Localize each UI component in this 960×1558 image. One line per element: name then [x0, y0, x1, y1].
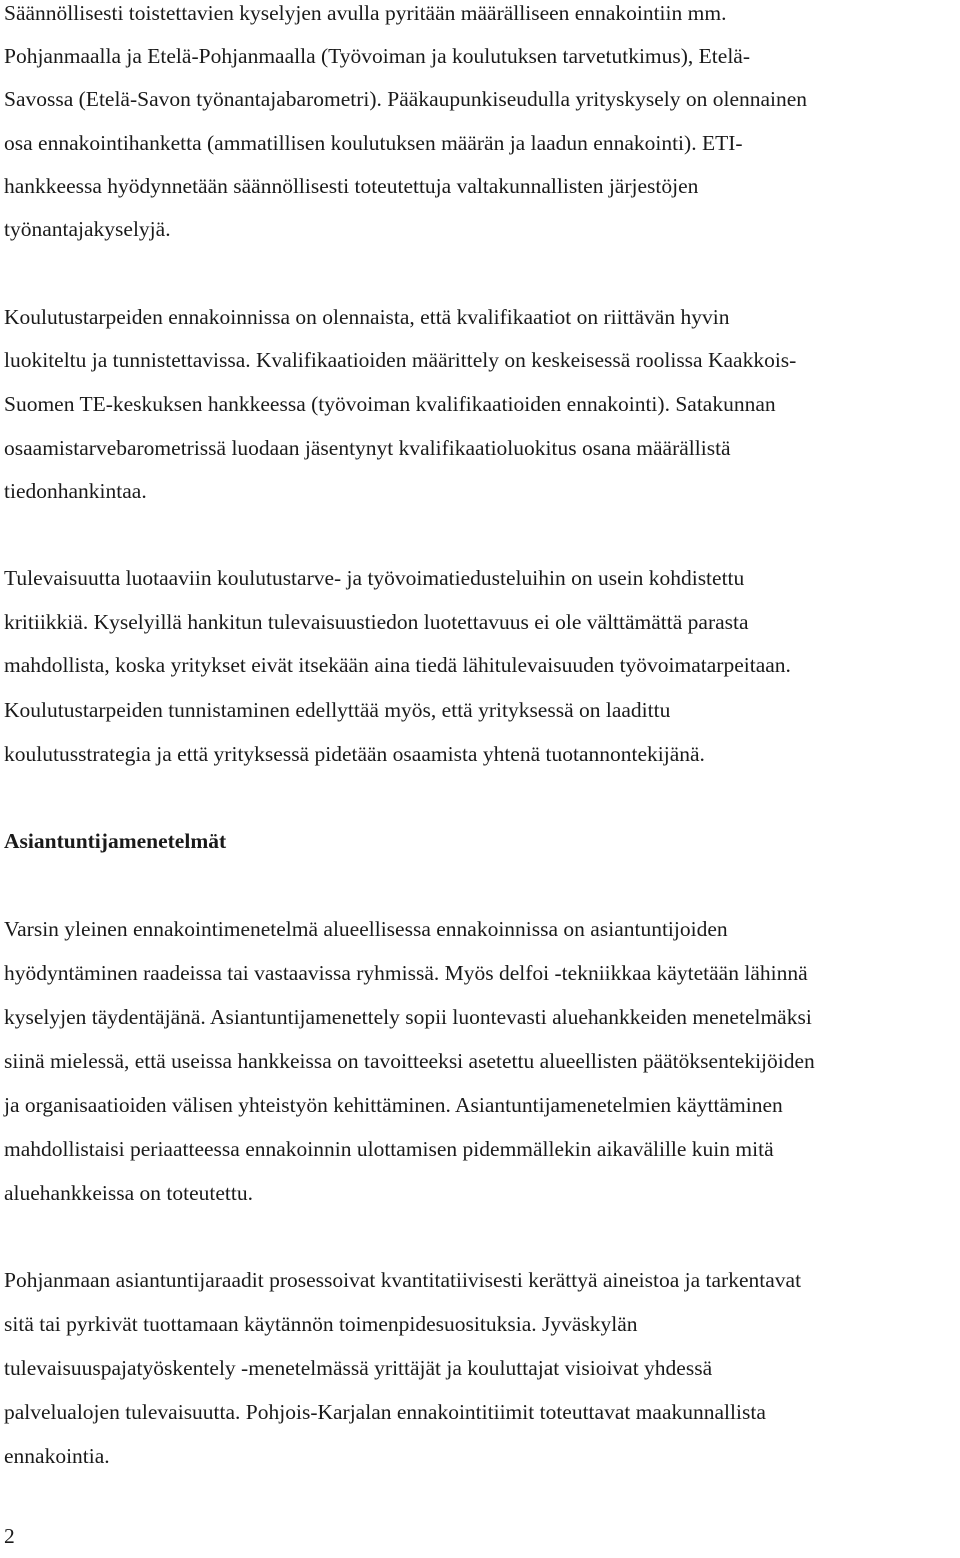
paragraph-4-line-4: siinä mielessä, että useissa hankkeissa on tavoitteeksi asetettu alueellisten päätöksentekijöiden — [4, 1049, 815, 1073]
paragraph-2-line-5: tiedonhankintaa. — [4, 479, 147, 503]
paragraph-5-line-1: Pohjanmaan asiantuntijaraadit prosessoivat kvantitatiivisesti kerättyä aineistoa ja tarkentavat — [4, 1268, 802, 1292]
paragraph-5-line-3: tulevaisuuspajatyöskentely -menetelmässä yrittäjät ja kouluttajat visioivat yhdessä — [4, 1356, 713, 1380]
paragraph-4-line-3: kyselyjen täydentäjänä. Asiantuntijamenettely sopii luontevasti aluehankkeiden menetelmäksi — [4, 1005, 812, 1029]
paragraph-3-line-5: koulutusstrategia ja että yrityksessä pidetään osaamista yhtenä tuotannontekijänä. — [4, 742, 705, 766]
paragraph-3-line-4: Koulutustarpeiden tunnistaminen edellyttää myös, että yrityksessä on laadittu — [4, 698, 671, 722]
paragraph-4-line-5: ja organisaatioiden välisen yhteistyön kehittäminen. Asiantuntijamenetelmien käyttäminen — [4, 1093, 783, 1117]
paragraph-3-line-1: Tulevaisuutta luotaaviin koulutustarve- ja työvoimatiedusteluihin on usein kohdistettu — [4, 566, 745, 590]
paragraph-4-line-1: Varsin yleinen ennakointimenetelmä alueellisessa ennakoinnissa on asiantuntijoiden — [4, 917, 728, 941]
page-number: 2 — [4, 1524, 15, 1548]
paragraph-4-line-7: aluehankkeissa on toteutettu. — [4, 1181, 253, 1205]
paragraph-1-line-5: hankkeessa hyödynnetään säännöllisesti toteutettuja valtakunnallisten järjestöjen — [4, 174, 699, 198]
paragraph-1-line-1: Säännöllisesti toistettavien kyselyjen avulla pyritään määrälliseen ennakointiin mm. — [4, 1, 727, 25]
paragraph-2-line-1: Koulutustarpeiden ennakoinnissa on olennaista, että kvalifikaatiot on riittävän hyvin — [4, 305, 730, 329]
paragraph-2-line-3: Suomen TE-keskuksen hankkeessa (työvoiman kvalifikaatioiden ennakointi). Satakunnan — [4, 392, 776, 416]
paragraph-1-line-4: osa ennakointihanketta (ammatillisen koulutuksen määrän ja laadun ennakointi). ETI- — [4, 131, 743, 155]
paragraph-3-line-2: kritiikkiä. Kyselyillä hankitun tulevaisuustiedon luotettavuus ei ole välttämättä parasta — [4, 610, 749, 634]
paragraph-4-line-2: hyödyntäminen raadeissa tai vastaavissa ryhmissä. Myös delfoi -tekniikkaa käytetään lähinnä — [4, 961, 808, 985]
paragraph-1-line-6: työnantajakyselyjä. — [4, 217, 171, 241]
paragraph-5-line-4: palvelualojen tulevaisuutta. Pohjois-Karjalan ennakointitiimit toteuttavat maakunnallista — [4, 1400, 766, 1424]
paragraph-5-line-5: ennakointia. — [4, 1444, 110, 1468]
paragraph-1-line-3: Savossa (Etelä-Savon työnantajabarometri). Pääkaupunkiseudulla yrityskysely on olennainen — [4, 87, 808, 111]
paragraph-5-line-2: sitä tai pyrkivät tuottamaan käytännön toimenpidesuosituksia. Jyväskylän — [4, 1312, 638, 1336]
paragraph-4-line-6: mahdollistaisi periaatteessa ennakoinnin ulottamisen pidemmällekin aikavälille kuin mitä — [4, 1137, 774, 1161]
paragraph-1-line-2: Pohjanmaalla ja Etelä-Pohjanmaalla (Työvoiman ja koulutuksen tarvetutkimus), Etelä- — [4, 44, 751, 68]
paragraph-2-line-2: luokiteltu ja tunnistettavissa. Kvalifikaatioiden määrittely on keskeisessä roolissa Kaakkois- — [4, 348, 797, 372]
section-heading: Asiantuntijamenetelmät — [4, 829, 227, 853]
paragraph-3-line-3: mahdollista, koska yritykset eivät itsekään aina tiedä lähitulevaisuuden työvoimatarpeitaan. — [4, 653, 791, 677]
paragraph-2-line-4: osaamistarvebarometrissä luodaan jäsentynyt kvalifikaatioluokitus osana määrällistä — [4, 436, 731, 460]
